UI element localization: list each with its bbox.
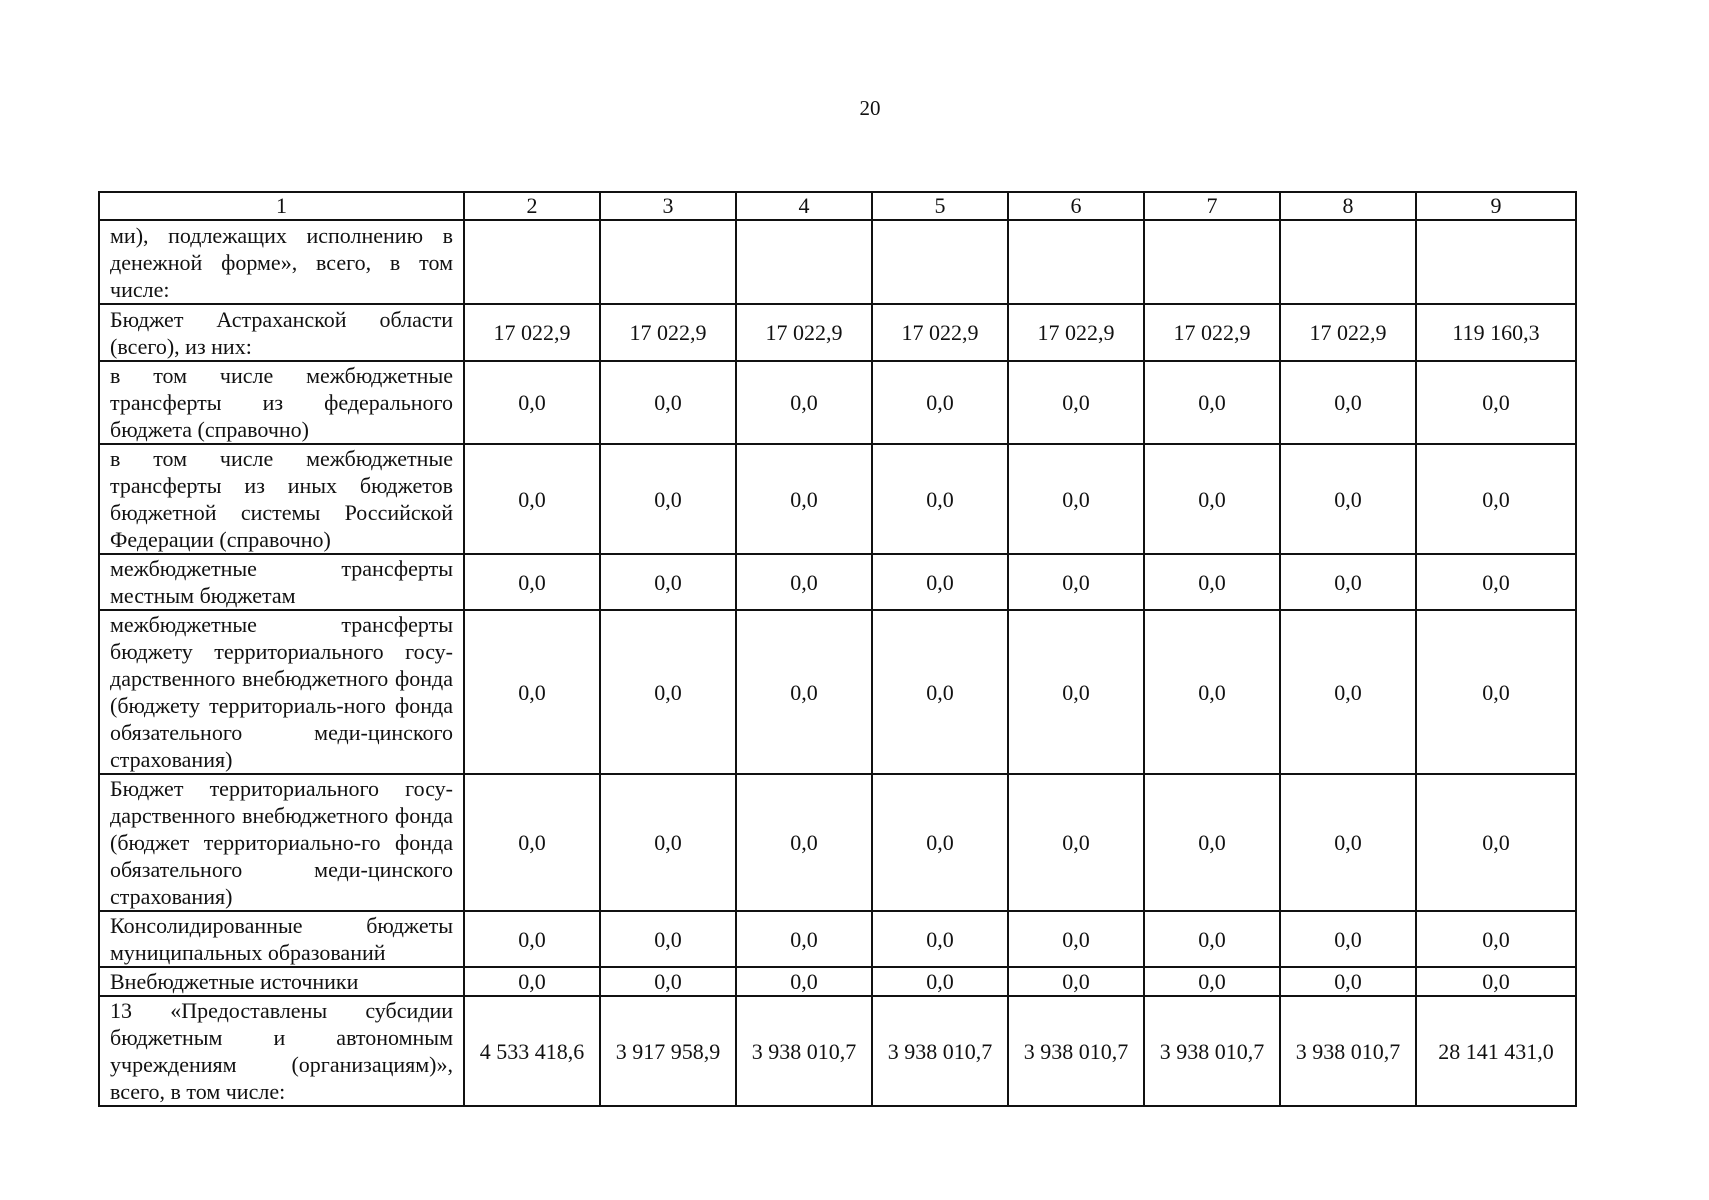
table-cell [872, 220, 1008, 304]
column-header: 4 [736, 192, 872, 220]
table-cell: 0,0 [736, 554, 872, 610]
table-cell: 0,0 [1416, 774, 1576, 911]
table-cell: 17 022,9 [736, 304, 872, 361]
table-cell: 0,0 [464, 911, 600, 967]
row-label: 13 «Предоставлены субсидии бюджетным и автономным учреждениям (организациям)», всего, в том числе: [99, 996, 464, 1106]
table-cell: 0,0 [600, 444, 736, 554]
table-cell: 0,0 [736, 911, 872, 967]
table-cell: 3 938 010,7 [1144, 996, 1280, 1106]
table-cell: 3 938 010,7 [736, 996, 872, 1106]
table-cell: 0,0 [1416, 967, 1576, 996]
column-header: 3 [600, 192, 736, 220]
column-header: 5 [872, 192, 1008, 220]
table-cell: 0,0 [1008, 444, 1144, 554]
table-cell: 119 160,3 [1416, 304, 1576, 361]
row-label: ми), подлежащих исполнению в денежной форме», всего, в том числе: [99, 220, 464, 304]
table-cell: 0,0 [872, 610, 1008, 774]
table-cell: 0,0 [1280, 444, 1416, 554]
column-header: 1 [99, 192, 464, 220]
table-cell: 0,0 [1280, 967, 1416, 996]
table-cell: 0,0 [736, 361, 872, 444]
table-cell: 0,0 [464, 610, 600, 774]
row-label: Бюджет Астраханской области (всего), из них: [99, 304, 464, 361]
table-cell: 0,0 [736, 967, 872, 996]
table-cell: 0,0 [1144, 554, 1280, 610]
table-cell [736, 220, 872, 304]
table-row [99, 554, 1576, 610]
table-row [99, 304, 1576, 361]
table-row [99, 361, 1576, 444]
row-label: Бюджет территориального госу-дарственного внебюджетного фонда (бюджет территориально-го фонда обязательного меди-цинского страхования) [99, 774, 464, 911]
table-row [99, 610, 1576, 774]
table-cell: 0,0 [1280, 361, 1416, 444]
table-row [99, 996, 1576, 1106]
table-cell [1280, 220, 1416, 304]
table-cell [1416, 220, 1576, 304]
budget-table [98, 191, 1577, 1107]
table-cell: 0,0 [600, 774, 736, 911]
table-cell: 0,0 [1280, 911, 1416, 967]
table-cell: 3 938 010,7 [1280, 996, 1416, 1106]
table-cell: 0,0 [1008, 361, 1144, 444]
table-cell: 0,0 [1280, 774, 1416, 911]
table-cell: 17 022,9 [1008, 304, 1144, 361]
table-cell [1144, 220, 1280, 304]
page-number: 20 [859, 96, 881, 120]
table-cell: 17 022,9 [464, 304, 600, 361]
table-cell: 3 938 010,7 [1008, 996, 1144, 1106]
table-cell [1008, 220, 1144, 304]
table-cell: 0,0 [736, 444, 872, 554]
table-row [99, 911, 1576, 967]
table-cell: 3 938 010,7 [872, 996, 1008, 1106]
row-label: Внебюджетные источники [99, 967, 464, 996]
table-cell: 0,0 [464, 774, 600, 911]
table-cell: 0,0 [600, 610, 736, 774]
table-cell: 0,0 [1280, 554, 1416, 610]
table-cell: 0,0 [1008, 554, 1144, 610]
table-cell: 0,0 [1144, 610, 1280, 774]
table-cell [464, 220, 600, 304]
table-cell: 28 141 431,0 [1416, 996, 1576, 1106]
table-header-row [99, 192, 1576, 220]
table-row [99, 774, 1576, 911]
table-cell: 17 022,9 [1280, 304, 1416, 361]
table-cell: 0,0 [1144, 774, 1280, 911]
column-header: 8 [1280, 192, 1416, 220]
table-cell: 0,0 [1144, 911, 1280, 967]
table-cell: 0,0 [1416, 444, 1576, 554]
column-header: 6 [1008, 192, 1144, 220]
table-cell: 0,0 [872, 361, 1008, 444]
table-cell: 0,0 [1008, 911, 1144, 967]
table-cell: 0,0 [1416, 610, 1576, 774]
table-row [99, 967, 1576, 996]
table-cell: 0,0 [464, 554, 600, 610]
table-cell: 0,0 [736, 774, 872, 911]
table-cell: 0,0 [872, 444, 1008, 554]
row-label: межбюджетные трансферты местным бюджетам [99, 554, 464, 610]
table-cell: 0,0 [872, 911, 1008, 967]
table-cell: 0,0 [600, 361, 736, 444]
column-header: 9 [1416, 192, 1576, 220]
table-cell: 0,0 [464, 361, 600, 444]
table-cell: 3 917 958,9 [600, 996, 736, 1106]
table-cell: 0,0 [1280, 610, 1416, 774]
table-cell: 0,0 [1144, 361, 1280, 444]
table-cell: 0,0 [1008, 610, 1144, 774]
table-cell: 0,0 [872, 967, 1008, 996]
table-cell: 0,0 [872, 774, 1008, 911]
table-cell: 0,0 [464, 444, 600, 554]
table-cell: 0,0 [1008, 774, 1144, 911]
table-cell: 0,0 [1144, 444, 1280, 554]
column-header: 2 [464, 192, 600, 220]
row-label: Консолидированные бюджеты муниципальных образований [99, 911, 464, 967]
table-cell: 0,0 [1416, 911, 1576, 967]
table-cell: 0,0 [600, 554, 736, 610]
table-cell: 0,0 [600, 911, 736, 967]
table-cell: 0,0 [464, 967, 600, 996]
table-cell [600, 220, 736, 304]
row-label: в том числе межбюджетные трансферты из иных бюджетов бюджетной системы Российской Федерации (справочно) [99, 444, 464, 554]
table-cell: 17 022,9 [600, 304, 736, 361]
table-cell: 17 022,9 [872, 304, 1008, 361]
column-header: 7 [1144, 192, 1280, 220]
table-cell: 0,0 [736, 610, 872, 774]
table-cell: 0,0 [1144, 967, 1280, 996]
row-label: межбюджетные трансферты бюджету территориального госу-дарственного внебюджетного фонда (бюджету территориаль-ного фонда обязательного меди-цинского страхования) [99, 610, 464, 774]
table-cell: 4 533 418,6 [464, 996, 600, 1106]
table-row [99, 220, 1576, 304]
table-cell: 17 022,9 [1144, 304, 1280, 361]
table-cell: 0,0 [1416, 361, 1576, 444]
table-cell: 0,0 [600, 967, 736, 996]
table-cell: 0,0 [872, 554, 1008, 610]
table-cell: 0,0 [1416, 554, 1576, 610]
row-label: в том числе межбюджетные трансферты из федерального бюджета (справочно) [99, 361, 464, 444]
table-row [99, 444, 1576, 554]
table-cell: 0,0 [1008, 967, 1144, 996]
